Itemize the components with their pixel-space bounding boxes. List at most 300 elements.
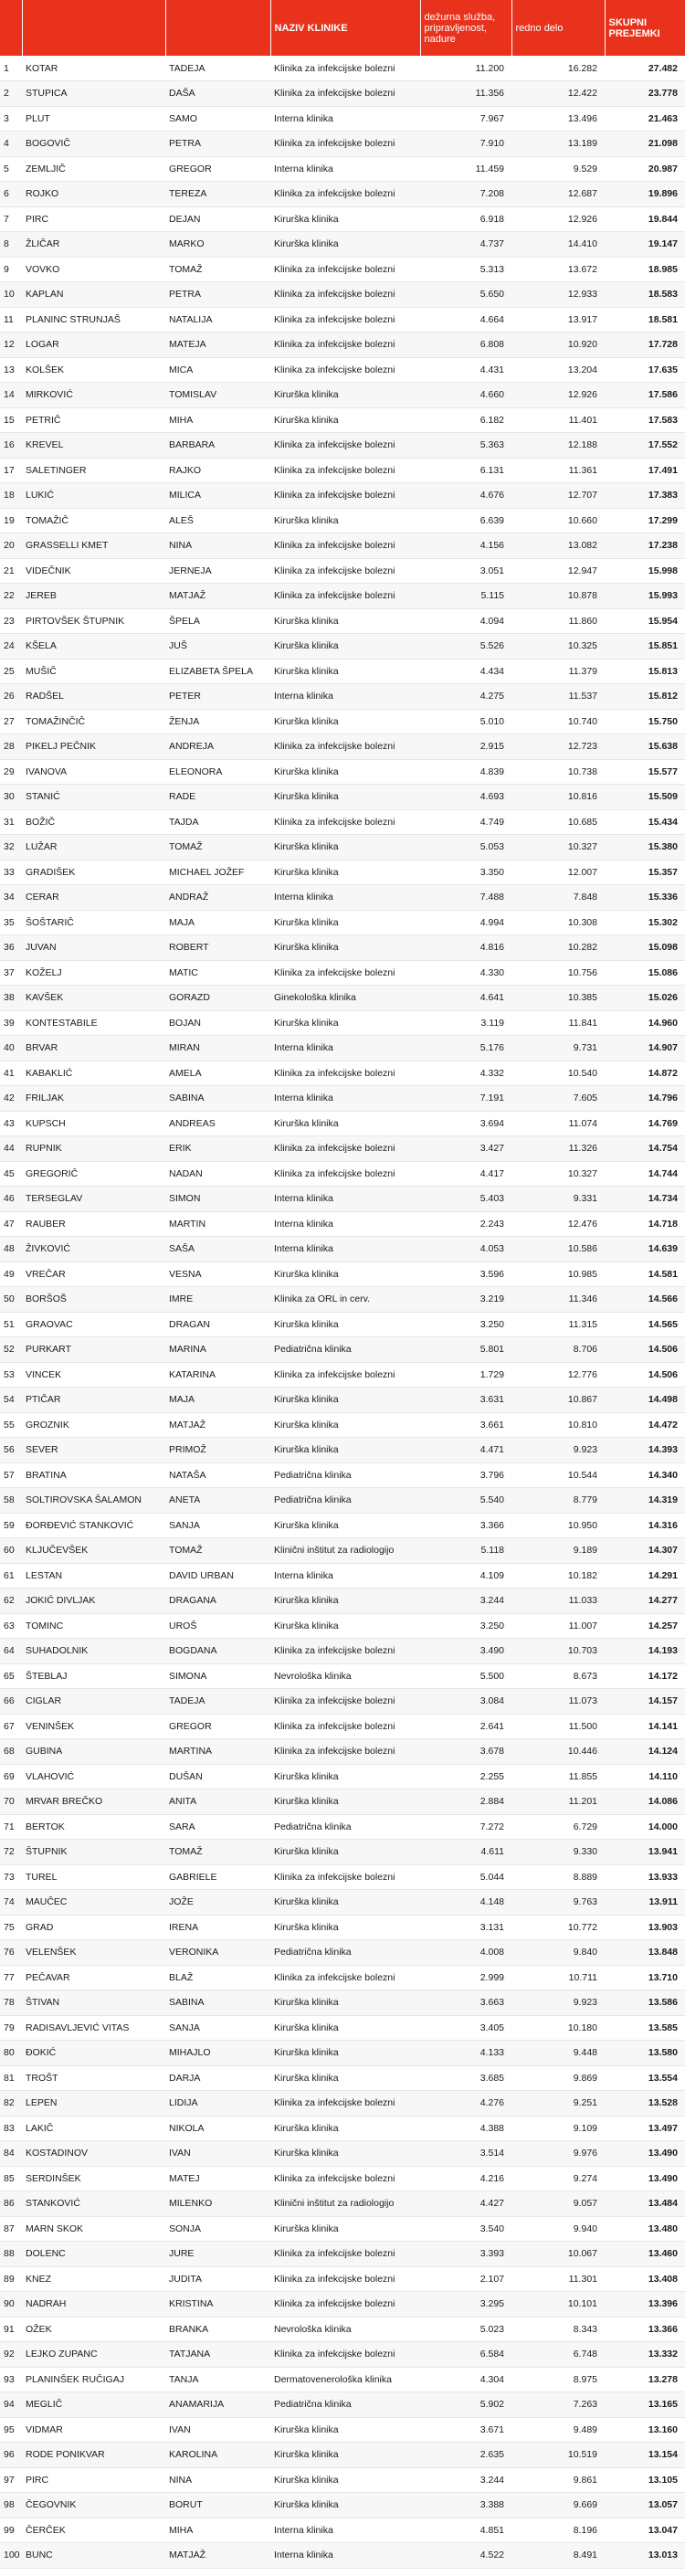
- regular-cell: 8.196: [511, 2518, 605, 2543]
- table-row: [0, 383, 685, 408]
- rank-cell: 32: [0, 835, 22, 860]
- total-cell: 15.813: [605, 659, 685, 684]
- rank-cell: 60: [0, 1538, 22, 1564]
- table-row: [0, 1462, 685, 1488]
- clinic-cell: Kirurška klinika: [270, 1513, 420, 1538]
- last-name-cell: GRAD: [22, 1915, 165, 1940]
- total-cell: 14.141: [605, 1714, 685, 1739]
- regular-cell: 10.519: [511, 2443, 605, 2468]
- table-row: [0, 2141, 685, 2167]
- total-cell: 23.778: [605, 81, 685, 107]
- clinic-cell: Kirurška klinika: [270, 860, 420, 885]
- clinic-cell: Kirurška klinika: [270, 2015, 420, 2041]
- last-name-cell: VOVKO: [22, 257, 165, 282]
- clinic-cell: Kirurška klinika: [270, 759, 420, 785]
- table-row: [0, 2417, 685, 2443]
- regular-cell: 11.500: [511, 1714, 605, 1739]
- table-row: [0, 1061, 685, 1086]
- duty-cell: 4.427: [420, 2191, 511, 2217]
- last-name-cell: GREGORIČ: [22, 1161, 165, 1187]
- table-row: [0, 2392, 685, 2418]
- first-name-cell: MIHAJLO: [165, 2041, 270, 2066]
- table-row: [0, 483, 685, 509]
- regular-cell: 9.448: [511, 2041, 605, 2066]
- regular-cell: 10.920: [511, 333, 605, 358]
- last-name-cell: PIRTOVŠEK ŠTUPNIK: [22, 608, 165, 634]
- clinic-cell: Kirurška klinika: [270, 785, 420, 810]
- total-cell: 14.754: [605, 1136, 685, 1162]
- first-name-cell: MATEJA: [165, 333, 270, 358]
- table-row: [0, 2166, 685, 2191]
- regular-cell: 11.074: [511, 1111, 605, 1136]
- total-cell: 14.257: [605, 1613, 685, 1639]
- duty-cell: 3.631: [420, 1388, 511, 1413]
- total-cell: 14.960: [605, 1010, 685, 1036]
- last-name-cell: TOMAŽIČ: [22, 508, 165, 533]
- duty-cell: 4.994: [420, 910, 511, 935]
- first-name-cell: SAMO: [165, 106, 270, 132]
- regular-cell: 9.251: [511, 2091, 605, 2117]
- table-header: [0, 0, 685, 56]
- table-row: [0, 2266, 685, 2292]
- last-name-cell: SALETINGER: [22, 458, 165, 483]
- last-name-cell: MIRKOVIĆ: [22, 383, 165, 408]
- last-name-cell: MARN SKOK: [22, 2216, 165, 2242]
- clinic-cell: Ginekološka klinika: [270, 986, 420, 1011]
- duty-cell: 4.434: [420, 659, 511, 684]
- regular-cell: 10.325: [511, 634, 605, 660]
- total-cell: 21.463: [605, 106, 685, 132]
- last-name-cell: BRATINA: [22, 1462, 165, 1488]
- total-cell: 14.506: [605, 1337, 685, 1363]
- rank-cell: 35: [0, 910, 22, 935]
- total-cell: 15.509: [605, 785, 685, 810]
- rank-cell: 2: [0, 81, 22, 107]
- duty-cell: 7.208: [420, 182, 511, 207]
- rank-cell: 1: [0, 56, 22, 81]
- duty-cell: 4.156: [420, 533, 511, 559]
- rank-cell: 75: [0, 1915, 22, 1940]
- first-name-cell: DAVID URBAN: [165, 1563, 270, 1589]
- rank-cell: 31: [0, 809, 22, 835]
- first-name-cell: TOMAŽ: [165, 257, 270, 282]
- duty-cell: 3.661: [420, 1412, 511, 1438]
- rank-cell: 61: [0, 1563, 22, 1589]
- duty-cell: 4.851: [420, 2518, 511, 2543]
- last-name-cell: DOLENC: [22, 2242, 165, 2267]
- clinic-cell: Klinika za infekcijske bolezni: [270, 1639, 420, 1664]
- regular-cell: 12.007: [511, 860, 605, 885]
- clinic-cell: Kirurška klinika: [270, 709, 420, 734]
- last-name-cell: LOGAR: [22, 333, 165, 358]
- first-name-cell: BRANKA: [165, 2317, 270, 2342]
- duty-cell: 11.459: [420, 156, 511, 182]
- last-name-cell: BOŽIČ: [22, 809, 165, 835]
- last-name-cell: ČEGOVNIK: [22, 2493, 165, 2518]
- last-name-cell: MAUČEC: [22, 1890, 165, 1916]
- rank-cell: 77: [0, 1965, 22, 1990]
- clinic-cell: Kirurška klinika: [270, 910, 420, 935]
- rank-cell: 97: [0, 2467, 22, 2493]
- first-name-cell: BLAŽ: [165, 1965, 270, 1990]
- regular-cell: 9.731: [511, 1036, 605, 1061]
- first-name-cell: DRAGAN: [165, 1312, 270, 1337]
- total-cell: 13.160: [605, 2417, 685, 2443]
- total-cell: 15.998: [605, 558, 685, 584]
- clinic-cell: Kirurška klinika: [270, 232, 420, 258]
- last-name-cell: SUHADOLNIK: [22, 1639, 165, 1664]
- last-name-cell: ZEMLJIČ: [22, 156, 165, 182]
- first-name-cell: PETER: [165, 684, 270, 710]
- duty-cell: 4.664: [420, 307, 511, 333]
- table-row: [0, 709, 685, 734]
- last-name-cell: VENINŠEK: [22, 1714, 165, 1739]
- table-row: [0, 1940, 685, 1966]
- regular-cell: 16.282: [511, 56, 605, 81]
- first-name-cell: ERIK: [165, 1136, 270, 1162]
- first-name-cell: SANJA: [165, 2015, 270, 2041]
- rank-cell: 64: [0, 1639, 22, 1664]
- total-cell: 15.993: [605, 584, 685, 609]
- table-row: [0, 2191, 685, 2217]
- regular-cell: 9.489: [511, 2417, 605, 2443]
- first-name-cell: DARJA: [165, 2065, 270, 2091]
- table-row: [0, 1814, 685, 1840]
- total-cell: 14.193: [605, 1639, 685, 1664]
- duty-cell: 5.313: [420, 257, 511, 282]
- clinic-cell: Kirurška klinika: [270, 1990, 420, 2016]
- last-name-cell: BORŠOŠ: [22, 1287, 165, 1313]
- first-name-cell: ŽENJA: [165, 709, 270, 734]
- rank-cell: 11: [0, 307, 22, 333]
- last-name-cell: JUVAN: [22, 935, 165, 961]
- rank-cell: 89: [0, 2266, 22, 2292]
- rank-cell: 74: [0, 1890, 22, 1916]
- last-name-cell: KOLŠEK: [22, 357, 165, 383]
- total-cell: 14.565: [605, 1312, 685, 1337]
- duty-cell: 4.276: [420, 2091, 511, 2117]
- last-name-cell: KŠELA: [22, 634, 165, 660]
- table-row: [0, 1312, 685, 1337]
- total-cell: 17.728: [605, 333, 685, 358]
- first-name-cell: SAŠA: [165, 1237, 270, 1262]
- regular-cell: 12.776: [511, 1362, 605, 1388]
- rank-cell: 69: [0, 1764, 22, 1789]
- first-name-cell: RADE: [165, 785, 270, 810]
- clinic-cell: Pediatrična klinika: [270, 1940, 420, 1966]
- clinic-cell: Klinika za infekcijske bolezni: [270, 1689, 420, 1715]
- clinic-cell: Nevrološka klinika: [270, 2317, 420, 2342]
- table-row: [0, 1211, 685, 1237]
- first-name-cell: SANJA: [165, 1513, 270, 1538]
- clinic-cell: Kirurška klinika: [270, 1111, 420, 1136]
- last-name-cell: LAKIČ: [22, 2116, 165, 2141]
- duty-cell: 3.393: [420, 2242, 511, 2267]
- rank-cell: 18: [0, 483, 22, 509]
- first-name-cell: MATJAŽ: [165, 2543, 270, 2569]
- total-cell: 14.291: [605, 1563, 685, 1589]
- first-name-cell: JUDITA: [165, 2266, 270, 2292]
- table-row: [0, 2242, 685, 2267]
- rank-cell: 4: [0, 132, 22, 157]
- rank-cell: 96: [0, 2443, 22, 2468]
- first-name-cell: PETRA: [165, 282, 270, 308]
- regular-cell: 10.282: [511, 935, 605, 961]
- clinic-cell: Klinika za infekcijske bolezni: [270, 56, 420, 81]
- regular-cell: 13.917: [511, 307, 605, 333]
- clinic-cell: Kirurška klinika: [270, 1789, 420, 1815]
- last-name-cell: TUREL: [22, 1864, 165, 1890]
- table-row: [0, 106, 685, 132]
- regular-cell: 10.586: [511, 1237, 605, 1262]
- rank-cell: 38: [0, 986, 22, 1011]
- regular-cell: 10.540: [511, 1061, 605, 1086]
- table-row: [0, 257, 685, 282]
- table-row: [0, 835, 685, 860]
- first-name-cell: ANAMARIJA: [165, 2392, 270, 2418]
- clinic-cell: Klinika za infekcijske bolezni: [270, 2166, 420, 2191]
- first-name-cell: DEJAN: [165, 206, 270, 232]
- total-cell: 14.581: [605, 1262, 685, 1287]
- table-row: [0, 935, 685, 961]
- clinic-cell: Interna klinika: [270, 885, 420, 911]
- regular-cell: 10.756: [511, 960, 605, 986]
- last-name-cell: KOTAR: [22, 56, 165, 81]
- first-name-cell: TANJA: [165, 2367, 270, 2392]
- regular-cell: 6.729: [511, 1814, 605, 1840]
- last-name-cell: BOGOVIČ: [22, 132, 165, 157]
- total-cell: 17.491: [605, 458, 685, 483]
- rank-cell: 65: [0, 1663, 22, 1689]
- table-row: [0, 1036, 685, 1061]
- table-row: [0, 433, 685, 459]
- clinic-cell: Interna klinika: [270, 1563, 420, 1589]
- table-row: [0, 156, 685, 182]
- total-cell: 15.357: [605, 860, 685, 885]
- regular-cell: 11.301: [511, 2266, 605, 2292]
- clinic-cell: Klinika za infekcijske bolezni: [270, 433, 420, 459]
- last-name-cell: SERDINŠEK: [22, 2166, 165, 2191]
- rank-cell: 80: [0, 2041, 22, 2066]
- regular-cell: 12.188: [511, 433, 605, 459]
- table-row: [0, 533, 685, 559]
- first-name-cell: DRAGANA: [165, 1589, 270, 1614]
- clinic-cell: Kirurška klinika: [270, 835, 420, 860]
- first-name-cell: JERNEJA: [165, 558, 270, 584]
- first-name-cell: GORAZD: [165, 986, 270, 1011]
- rank-cell: 78: [0, 1990, 22, 2016]
- regular-cell: 9.109: [511, 2116, 605, 2141]
- total-cell: 15.086: [605, 960, 685, 986]
- total-cell: 14.506: [605, 1362, 685, 1388]
- duty-cell: 6.918: [420, 206, 511, 232]
- rank-cell: 90: [0, 2292, 22, 2317]
- first-name-cell: KAROLINA: [165, 2443, 270, 2468]
- first-name-cell: MAJA: [165, 910, 270, 935]
- clinic-cell: Interna klinika: [270, 1237, 420, 1262]
- first-name-cell: NADAN: [165, 1161, 270, 1187]
- table-row: [0, 1538, 685, 1564]
- duty-cell: 5.902: [420, 2392, 511, 2418]
- last-name-cell: VIDEČNIK: [22, 558, 165, 584]
- table-row: [0, 81, 685, 107]
- first-name-cell: PETRA: [165, 132, 270, 157]
- rank-cell: 63: [0, 1613, 22, 1639]
- clinic-cell: Klinika za infekcijske bolezni: [270, 960, 420, 986]
- rank-cell: 37: [0, 960, 22, 986]
- duty-cell: 3.219: [420, 1287, 511, 1313]
- rank-cell: 49: [0, 1262, 22, 1287]
- duty-cell: 5.500: [420, 1663, 511, 1689]
- duty-cell: 4.053: [420, 1237, 511, 1262]
- regular-cell: 9.923: [511, 1990, 605, 2016]
- table-row: [0, 986, 685, 1011]
- total-cell: 18.583: [605, 282, 685, 308]
- clinic-cell: Klinika za infekcijske bolezni: [270, 483, 420, 509]
- duty-cell: 6.639: [420, 508, 511, 533]
- rank-cell: 51: [0, 1312, 22, 1337]
- regular-cell: 11.201: [511, 1789, 605, 1815]
- clinic-cell: Kirurška klinika: [270, 1010, 420, 1036]
- duty-cell: 3.295: [420, 2292, 511, 2317]
- duty-cell: 3.244: [420, 2467, 511, 2493]
- rank-cell: 70: [0, 1789, 22, 1815]
- regular-cell: 13.082: [511, 533, 605, 559]
- clinic-cell: Pediatrična klinika: [270, 1337, 420, 1363]
- rank-cell: 43: [0, 1111, 22, 1136]
- table-row: [0, 1864, 685, 1890]
- duty-cell: 7.191: [420, 1086, 511, 1112]
- table-row: [0, 584, 685, 609]
- duty-cell: 2.107: [420, 2266, 511, 2292]
- clinic-cell: Interna klinika: [270, 2543, 420, 2569]
- duty-cell: 4.431: [420, 357, 511, 383]
- regular-cell: 9.529: [511, 156, 605, 182]
- total-cell: 14.498: [605, 1388, 685, 1413]
- first-name-cell: NINA: [165, 533, 270, 559]
- regular-cell: 12.933: [511, 282, 605, 308]
- duty-cell: 4.522: [420, 2543, 511, 2569]
- table-row: [0, 1739, 685, 1765]
- header-duty: dežurna služba, pripravljenost, nadure: [420, 0, 511, 56]
- rank-cell: 8: [0, 232, 22, 258]
- duty-cell: 4.332: [420, 1061, 511, 1086]
- total-cell: 27.482: [605, 56, 685, 81]
- regular-cell: 11.326: [511, 1136, 605, 1162]
- rank-cell: 52: [0, 1337, 22, 1363]
- regular-cell: 8.889: [511, 1864, 605, 1890]
- regular-cell: 10.810: [511, 1412, 605, 1438]
- rank-cell: 56: [0, 1438, 22, 1463]
- table-row: [0, 407, 685, 433]
- clinic-cell: Interna klinika: [270, 1187, 420, 1212]
- regular-cell: 9.057: [511, 2191, 605, 2217]
- first-name-cell: TATJANA: [165, 2342, 270, 2368]
- total-cell: 20.987: [605, 156, 685, 182]
- duty-cell: 11.356: [420, 81, 511, 107]
- duty-cell: 4.109: [420, 1563, 511, 1589]
- regular-cell: 10.327: [511, 1161, 605, 1187]
- first-name-cell: JOŽE: [165, 1890, 270, 1916]
- table-row: [0, 885, 685, 911]
- table-row: [0, 1789, 685, 1815]
- first-name-cell: MIRAN: [165, 1036, 270, 1061]
- total-cell: 15.750: [605, 709, 685, 734]
- regular-cell: 11.073: [511, 1689, 605, 1715]
- table-row: [0, 1237, 685, 1262]
- rank-cell: 34: [0, 885, 22, 911]
- last-name-cell: LUŽAR: [22, 835, 165, 860]
- regular-cell: 12.926: [511, 383, 605, 408]
- total-cell: 18.581: [605, 307, 685, 333]
- clinic-cell: Kirurška klinika: [270, 1915, 420, 1940]
- last-name-cell: PIRC: [22, 206, 165, 232]
- last-name-cell: IVANOVA: [22, 759, 165, 785]
- regular-cell: 9.669: [511, 2493, 605, 2518]
- regular-cell: 9.976: [511, 2141, 605, 2167]
- regular-cell: 12.926: [511, 206, 605, 232]
- regular-cell: 11.346: [511, 1287, 605, 1313]
- clinic-cell: Kirurška klinika: [270, 206, 420, 232]
- duty-cell: 5.010: [420, 709, 511, 734]
- last-name-cell: PIRC: [22, 2467, 165, 2493]
- header-rank: [0, 0, 22, 56]
- total-cell: 13.585: [605, 2015, 685, 2041]
- first-name-cell: MATIC: [165, 960, 270, 986]
- clinic-cell: Interna klinika: [270, 106, 420, 132]
- first-name-cell: TOMAŽ: [165, 1840, 270, 1865]
- table-row: [0, 608, 685, 634]
- last-name-cell: RADISAVLJEVIĆ VITAS: [22, 2015, 165, 2041]
- table-row: [0, 1136, 685, 1162]
- table-row: [0, 132, 685, 157]
- regular-cell: 8.673: [511, 1663, 605, 1689]
- total-cell: 14.907: [605, 1036, 685, 1061]
- last-name-cell: GRADIŠEK: [22, 860, 165, 885]
- last-name-cell: TOMINC: [22, 1613, 165, 1639]
- first-name-cell: ROBERT: [165, 935, 270, 961]
- first-name-cell: TOMAŽ: [165, 1538, 270, 1564]
- duty-cell: 3.084: [420, 1689, 511, 1715]
- table-row: [0, 1412, 685, 1438]
- regular-cell: 10.740: [511, 709, 605, 734]
- last-name-cell: KREVEL: [22, 433, 165, 459]
- total-cell: 19.844: [605, 206, 685, 232]
- first-name-cell: BOGDANA: [165, 1639, 270, 1664]
- rank-cell: 21: [0, 558, 22, 584]
- duty-cell: 7.272: [420, 1814, 511, 1840]
- total-cell: 14.000: [605, 1814, 685, 1840]
- regular-cell: 10.685: [511, 809, 605, 835]
- header-clinic: NAZIV KLINIKE: [270, 0, 420, 56]
- table-row: [0, 1689, 685, 1715]
- duty-cell: 7.967: [420, 106, 511, 132]
- duty-cell: 3.350: [420, 860, 511, 885]
- rank-cell: 87: [0, 2216, 22, 2242]
- clinic-cell: Klinika za infekcijske bolezni: [270, 2242, 420, 2267]
- clinic-cell: Klinika za infekcijske bolezni: [270, 2266, 420, 2292]
- header-first-name: [165, 0, 270, 56]
- table-row: [0, 809, 685, 835]
- duty-cell: 4.148: [420, 1890, 511, 1916]
- total-cell: 18.985: [605, 257, 685, 282]
- regular-cell: 11.860: [511, 608, 605, 634]
- regular-cell: 12.422: [511, 81, 605, 107]
- first-name-cell: DUŠAN: [165, 1764, 270, 1789]
- rank-cell: 99: [0, 2518, 22, 2543]
- regular-cell: 12.476: [511, 1211, 605, 1237]
- first-name-cell: TADEJA: [165, 1689, 270, 1715]
